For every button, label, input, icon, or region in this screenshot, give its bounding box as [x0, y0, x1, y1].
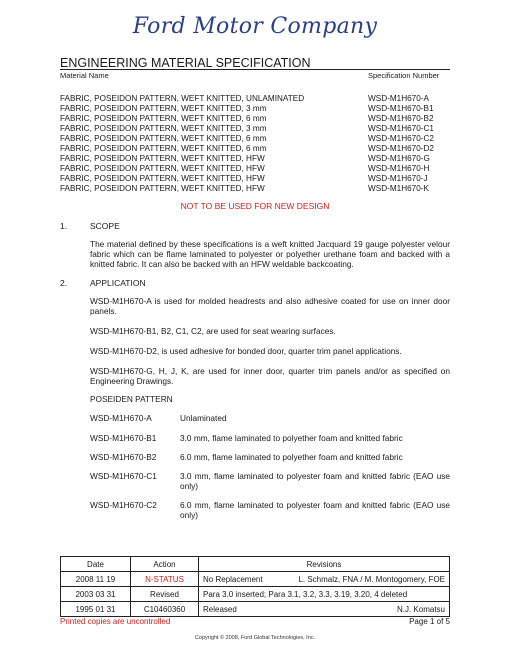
material-code: WSD-M1H670-B2	[368, 114, 434, 123]
material-code: WSD-M1H670-G	[368, 154, 430, 163]
scope-text: The material defined by these specifications is a weft knitted Jacquard 19 gauge polyester velour fabric which can be flame laminated to polyester or polyether urethane foam and backed with a knitted fabric. It can also be backed with an HFW weldable backcoating.	[90, 239, 450, 269]
material-row	[60, 154, 450, 164]
spec-number-label: Specification Number	[368, 71, 440, 80]
application-paragraph: WSD-M1H670-G, H, J, K, are used for inner door, quarter trim panels and/or as specified on Engineering Drawings.	[90, 366, 450, 386]
material-code: WSD-M1H670-D2	[368, 144, 434, 153]
material-name: FABRIC, POSEIDON PATTERN, WEFT KNITTED, 3 mm	[60, 124, 267, 133]
action-column-header: Action	[131, 557, 199, 572]
revision-author: N.J. Komatsu	[396, 604, 445, 614]
application-heading: APPLICATION	[90, 278, 146, 288]
title-divider	[60, 69, 450, 70]
revisions-column-header: Revisions	[199, 557, 450, 572]
material-row	[60, 164, 450, 174]
application-paragraph: WSD-M1H670-B1, B2, C1, C2, are used for seat wearing surfaces.	[90, 326, 336, 336]
revision-note: Para 3.0 inserted; Para 3.1, 3.2, 3.3, 3.19, 3.20, 4 deleted	[203, 589, 408, 599]
revision-date: 1995 01 31	[61, 602, 131, 617]
material-row	[60, 114, 450, 124]
material-code: WSD-M1H670-C1	[368, 124, 434, 133]
application-number: 2.	[60, 278, 68, 288]
revision-header-row	[61, 557, 450, 572]
uncontrolled-copy-notice: Printed copies are uncontrolled	[60, 617, 171, 626]
revision-date: 2003 03 31	[61, 587, 131, 602]
revision-details	[199, 602, 450, 617]
page-number: Page 1 of 5	[409, 617, 450, 626]
page-title: ENGINEERING MATERIAL SPECIFICATION	[60, 56, 311, 70]
revision-action: N-STATUS	[131, 572, 199, 587]
material-code: WSD-M1H670-A	[368, 94, 429, 103]
copyright-notice: Copyright © 2008, Ford Global Technologies, Inc.	[194, 635, 316, 641]
material-name: FABRIC, POSEIDON PATTERN, WEFT KNITTED, UNLAMINATED	[60, 94, 305, 103]
pattern-description: 3.0 mm, flame laminated to polyester foam and knitted fabric (EAO use only)	[180, 471, 450, 491]
pattern-description: 3.0 mm, flame laminated to polyether foam and knitted fabric	[180, 433, 403, 443]
not-for-new-design-notice: NOT TO BE USED FOR NEW DESIGN	[180, 201, 330, 211]
revision-note: No Replacement	[203, 574, 263, 584]
revision-row	[61, 587, 450, 602]
material-name: FABRIC, POSEIDON PATTERN, WEFT KNITTED, HFW	[60, 184, 265, 193]
scope-heading: SCOPE	[90, 221, 120, 231]
material-name: FABRIC, POSEIDON PATTERN, WEFT KNITTED, 6 mm	[60, 144, 267, 153]
revision-row	[61, 602, 450, 617]
material-name: FABRIC, POSEIDON PATTERN, WEFT KNITTED, 3 mm	[60, 104, 267, 113]
material-name-label: Material Name	[60, 71, 109, 80]
revision-row	[61, 572, 450, 587]
application-paragraph: WSD-M1H670-A is used for molded headrests and also adhesive coated for use on inner door panels.	[90, 296, 450, 316]
revision-action: Revised	[131, 587, 199, 602]
material-name: FABRIC, POSEIDON PATTERN, WEFT KNITTED, 6 mm	[60, 114, 267, 123]
pattern-code: WSD-M1H670-C1	[90, 471, 157, 481]
revision-details	[199, 587, 450, 602]
revision-details	[199, 572, 450, 587]
material-name: FABRIC, POSEIDON PATTERN, WEFT KNITTED, HFW	[60, 174, 265, 183]
revision-author: L. Schmalz, FNA / M. Montogomery, FOE	[298, 574, 445, 584]
pattern-code: WSD-M1H670-A	[90, 413, 152, 423]
pattern-description: Unlaminated	[180, 413, 227, 423]
revision-note: Released	[203, 604, 237, 614]
material-row	[60, 144, 450, 154]
application-paragraph: WSD-M1H670-D2, is used adhesive for bonded door, quarter trim panel applications.	[90, 346, 402, 356]
ford-logo: Ford Motor Company	[132, 14, 378, 39]
material-row	[60, 104, 450, 114]
material-row	[60, 134, 450, 144]
material-code: WSD-M1H670-C2	[368, 134, 434, 143]
pattern-code: WSD-M1H670-B1	[90, 433, 157, 443]
date-column-header: Date	[61, 557, 131, 572]
material-name: FABRIC, POSEIDON PATTERN, WEFT KNITTED, HFW	[60, 164, 265, 173]
revision-table	[60, 556, 450, 617]
revision-action: C10460360	[131, 602, 199, 617]
material-row	[60, 174, 450, 184]
pattern-description: 6.0 mm, flame laminated to polyether foam and knitted fabric	[180, 452, 403, 462]
material-code: WSD-M1H670-K	[368, 184, 429, 193]
material-code: WSD-M1H670-B1	[368, 104, 434, 113]
material-row	[60, 184, 450, 194]
pattern-code: WSD-M1H670-C2	[90, 500, 157, 510]
scope-number: 1.	[60, 221, 68, 231]
material-row	[60, 124, 450, 134]
revision-date: 2008 11 19	[61, 572, 131, 587]
material-row	[60, 94, 450, 104]
material-code: WSD-M1H670-H	[368, 164, 430, 173]
material-name: FABRIC, POSEIDON PATTERN, WEFT KNITTED, HFW	[60, 154, 265, 163]
material-name: FABRIC, POSEIDON PATTERN, WEFT KNITTED, 6 mm	[60, 134, 267, 143]
pattern-description: 6.0 mm, flame laminated to polyester foam and knitted fabric (EAO use only)	[180, 500, 450, 520]
pattern-heading: POSEIDEN PATTERN	[90, 394, 173, 404]
material-code: WSD-M1H670-J	[368, 174, 428, 183]
pattern-code: WSD-M1H670-B2	[90, 452, 157, 462]
